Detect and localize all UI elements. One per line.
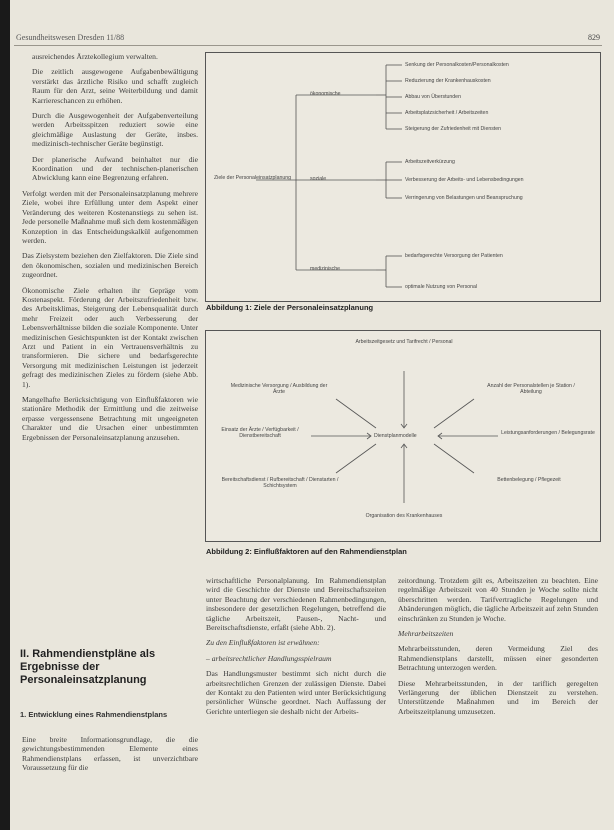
paragraph-heading: – arbeitsrechtlicher Handlungsspielraum [206,653,332,663]
fig2-node-label: Bettenbelegung / Pflegezeit [497,477,561,483]
fig2-node-label: Medizinische Versorgung / Ausbildung der Ärzte [230,383,328,395]
fig1-leaf-label: Senkung der Personalkosten/Personalkosten [405,62,509,68]
paragraph: Das Zielsystem beziehen den Zielfaktoren. Die Ziele sind den ökonomischen, sozialen und medizinischen Bereich zugeordnet. [22,251,198,280]
fig1-leaf-label: Arbeitsplatzsicherheit / Arbeitszeiten [405,110,489,116]
fig1-leaf-label: Arbeitszeitverkürzung [405,159,455,165]
column-left [22,52,198,448]
column-middle [206,576,386,722]
page-binding-edge [0,0,10,830]
figure-2-caption: Abbildung 2: Einflußfaktoren auf den Rahmendienstplan [206,547,407,556]
fig2-node-label: Anzahl der Personalstellen je Station / Abteilung [487,383,575,395]
paragraph: Das Handlungsmuster bestimmt sich nicht durch die arbeitsrechtlichen Grenzen der zulässigen Dienste. Dabei der Kontakt zu den Patienten wird unter Berücksichtigung persönlicher Wünsche geordnet. Nach Auffassung der Gerichte unterliegen sie deshalb nicht der Arbeits- [206,669,386,716]
fig2-node-label: Organisation des Krankenhauses [365,513,443,519]
paragraph: Ökonomische Ziele erhalten ihr Gepräge vom Kostenaspekt. Förderung der Arbeitszufriedenheit bzw. des Arbeitsklimas, Steigerung der Lebensqualität durch mehr Freizeit oder auch Verbesserung der Lebensverhältnisse bilden die soziale Komponente. Unter medizinischen Gesichtspunkten ist der Kontakt zwischen Arzt und Patient in ein Vertrauensverhältnis zu transformieren. Die sichere und bedarfsgerechte Versorgung mit medizinischen Leistungen ist jederzeit gefragt des medizinischen Zieles zu fördern (siehe Abb. 1). [22,285,198,389]
running-head: Gesundheitswesen Dresden 11/88 [16,33,125,42]
figure-1-goals-tree [205,52,601,302]
paragraph: Diese Mehrarbeitsstunden, in der tariflich geregelten Verlängerung der üblichen Dienstzeit zu verstehen. Unterstützende Maßnahmen und im Bereich der Arbeitszeitplanung umzusetzen. [398,678,598,716]
column-left-bottom [22,735,198,779]
figure-1-caption: Abbildung 1: Ziele der Personaleinsatzplanung [206,303,374,312]
fig2-node-label: Arbeitszeitgesetz und Tarifrecht / Personal [355,339,453,345]
fig1-leaf-label: Verbesserung der Arbeits- und Lebensbedingungen [405,177,524,183]
fig2-center-label: Dienstplanmodelle [374,433,417,439]
paragraph: wirtschaftliche Personalplanung. Im Rahmendienstplan wird die Geschichte der Dienste und Bereitschaftszeiten unter Beachtung der verschiedenen Rahmenbedingungen, insbesondere der gesetzlichen Regelungen, betreffend die tägliche Arbeitszeit, Pausen-, Nacht- und Bereitschaftsdienste, erfaßt (siehe Abb. 2). [206,576,386,633]
section-heading: II. Rahmendienstpläne als Ergebnisse der Personaleinsatzplanung [20,648,156,686]
paragraph: Zu den Einflußfaktoren ist erwähnen: [206,638,320,648]
header-rule [14,45,602,46]
fig1-leaf-label: optimale Nutzung von Personal [405,284,478,290]
column-right [398,576,598,722]
paragraph: Die zeitlich ausgewogene Aufgabenbewältigung verstärkt das ärztliche Risiko und schafft zugleich Raum für den Arzt, seine Weiterbildung und damit Karriereschancen zu erhöhen. [32,67,198,105]
fig1-leaf-label: bedarfsgerechte Versorgung der Patienten [405,253,503,259]
paragraph: zeitordnung. Trotzdem gilt es, Arbeitszeiten zu beachten. Eine regelmäßige Arbeitszeit von 40 Stunden je Woche sollte nicht überschritten werden. Tarifvertragliche Regelungen und Abänderungen möglich, die tägliche Arbeitszeit auf zehn Stunden einschränken zu Stunden je Woche. [398,576,598,623]
paragraph: Eine breite Informationsgrundlage, die die gewichtungsbestimmenden Elemente eines Rahmendienstplans erfassen, ist unverzichtbare Voraussetzung für die [22,735,198,773]
fig2-node-label: Leistungsanforderungen / Belegungsrate [501,430,595,436]
fig2-node-label: Einsatz der Ärzte / Verfügbarkeit / Dienstbereitschaft [221,427,299,439]
fig1-branch-label: medizinische [310,266,340,272]
fig1-leaf-label: Reduzierung der Krankenhauskosten [405,78,491,84]
paragraph-heading: Mehrarbeitszeiten [398,629,454,639]
fig2-node-label: Bereitschaftsdienst / Rufbereitschaft / Dienstarten / Schichtsystem [221,477,339,489]
sub-heading: 1. Entwicklung eines Rahmendienstplans [20,710,168,719]
fig1-root-label: Ziele der Personaleinsatzplanung [214,175,291,181]
fig1-branch-label: ökonomische [310,91,341,97]
figure-2-influence-diagram [205,330,601,542]
page-number: 829 [588,33,600,42]
fig1-branch-label: soziale [310,176,327,182]
fig1-leaf-label: Verringerung von Belastungen und Beanspruchung [405,195,523,201]
paragraph: Durch die Ausgewogenheit der Aufgabenverteilung werden Arbeitsspitzen reduziert sowie eine gleichmäßige Auslastung der Geräte, insbes. medizinisch-technischer Geräte begünstigt. [32,111,198,149]
fig1-leaf-label: Abbau von Überstunden [405,94,461,100]
paragraph: Mehrarbeitsstunden, deren Vermeidung Ziel des Rahmendienstplans darstellt, müssen einer gesonderten Betrachtung unterzogen werden. [398,644,598,673]
paragraph: ausreichendes Ärztekollegium verwalten. [32,52,158,61]
paragraph: Verfolgt werden mit der Personaleinsatzplanung mehrere Ziele, wobei ihre Erfüllung unter dem Aspekt einer Veränderung des weiteren Kostenanstiegs zu sehen ist. Jede personelle Maßnahme muß sich dem kostenmäßigen Konzeption in das Entscheidungskalkül aufgenommen werden. [22,188,198,245]
fig1-leaf-label: Steigerung der Zufriedenheit mit Diensten [405,126,502,132]
paragraph: Mangelhafte Berücksichtigung von Einflußfaktoren wie stationäre Methodik der Ermittlung und die zeitweise erpasse vergessensene Betrachtung mit ungeeigneten Charakter und die Ursachen einer unbestimmten Ergebnissen der Personaleinsatzplanung anzusehen. [22,395,198,442]
paragraph: Der planerische Aufwand beinhaltet nur die Koordination und der technischen-planerischen Abwicklung kann eine Begrenzung erfahren. [32,154,198,183]
